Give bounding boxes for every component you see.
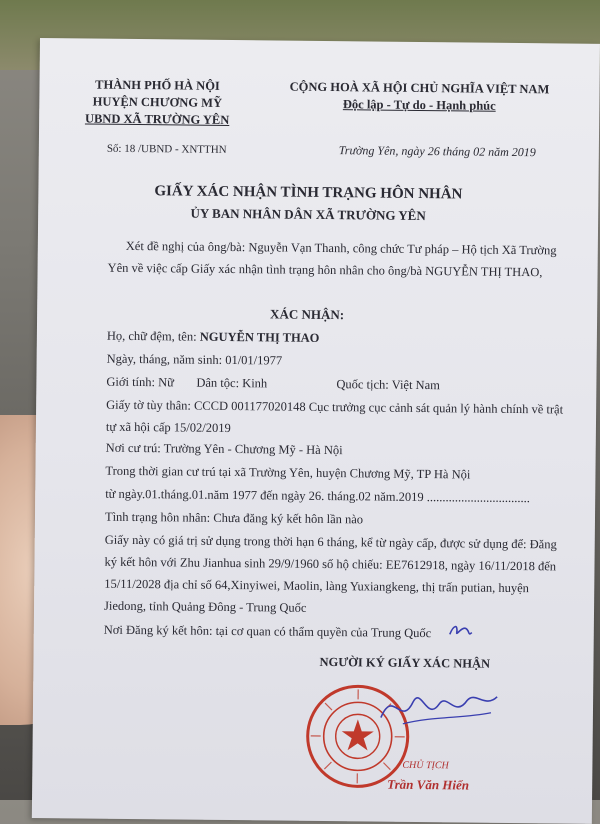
registration-place-row: Nơi Đăng ký kết hôn: tại cơ quan có thẩm quyền của Trung Quốc <box>104 623 432 641</box>
period-dates-row: từ ngày.01.tháng.01.năm 1977 đến ngày 26. tháng.02 năm.2019 ................................. <box>105 487 530 506</box>
doc-number: Số: 18 /UBND - XNTTHN <box>107 143 227 156</box>
residence-row: Nơi cư trú: Trường Yên - Chương Mỹ - Hà Nội <box>106 441 343 458</box>
name-row <box>107 329 320 346</box>
name-value: NGUYỄN THỊ THAO <box>200 330 320 345</box>
header-left-commune: UBND XÃ TRƯỜNG YÊN <box>57 110 257 129</box>
gender-row: Giới tính: Nữ <box>106 375 174 391</box>
header-left-city: THÀNH PHỐ HÀ NỘI <box>57 76 257 95</box>
header-left <box>57 76 258 129</box>
signer-name: Trần Văn Hiển <box>387 777 469 794</box>
residence-period-row: Trong thời gian cư trú tại xã Trường Yên, huyện Chương Mỹ, TP Hà Nội <box>105 464 470 483</box>
nationality-row: Quốc tịch: Việt Nam <box>336 377 440 393</box>
header-right <box>269 78 569 115</box>
header-right-motto: Độc lập - Tự do - Hạnh phúc <box>269 95 569 115</box>
validity-paragraph: Giấy này có giá trị sử dụng trong thời hạn 6 tháng, kể từ ngày cấp, được sử dụng để: Đăng ký kết hôn với Zhu Jianhua sinh 29/9/1960 số hộ chiếu: EE7612918, ngày 16/11/2018 đến 15/11/2028 địa chỉ số 64,Xinyiwei, Maolin, làng Yuxiangkeng, thị trấn putian, huyện Jiedong, tỉnh Quảng Đông - Trung Quốc <box>104 529 565 622</box>
intro-paragraph: Xét đề nghị của ông/bà: Nguyễn Vạn Thanh, công chức Tư pháp – Hộ tịch Xã Trường Yên về việc cấp Giấy xác nhận tình trạng hôn nhân cho ông/bà NGUYỄN THỊ THAO, <box>107 235 567 284</box>
ethnicity-row: Dân tộc: Kinh <box>196 376 267 392</box>
header-left-district: HUYỆN CHƯƠNG MỸ <box>57 93 257 112</box>
document-paper <box>32 38 600 824</box>
signature-icon <box>373 678 504 739</box>
doc-subtitle: ỦY BAN NHÂN DÂN XÃ TRƯỜNG YÊN <box>38 204 578 226</box>
confirm-heading: XÁC NHẬN: <box>37 304 577 326</box>
handwritten-mark-icon <box>448 622 474 638</box>
header-right-republic: CỘNG HOÀ XÃ HỘI CHỦ NGHĨA VIỆT NAM <box>269 78 569 98</box>
signer-position: CHỦ TỊCH <box>402 760 449 771</box>
marital-status-row: Tình trạng hôn nhân: Chưa đăng ký kết hôn lần nào <box>105 510 363 528</box>
signer-heading: NGƯỜI KÝ GIẤY XÁC NHẬN <box>319 655 490 672</box>
id-doc-row: Giấy tờ tùy thân: CCCD 001177020148 Cục trưởng cục cảnh sát quản lý hành chính về trật tự xã hội cấp 15/02/2019 <box>106 394 566 443</box>
doc-date: Trường Yên, ngày 26 tháng 02 năm 2019 <box>339 143 536 160</box>
doc-title: GIẤY XÁC NHẬN TÌNH TRẠNG HÔN NHÂN <box>38 182 578 205</box>
name-label: Họ, chữ đệm, tên: <box>107 329 197 344</box>
dob-row: Ngày, tháng, năm sinh: 01/01/1977 <box>107 352 283 369</box>
